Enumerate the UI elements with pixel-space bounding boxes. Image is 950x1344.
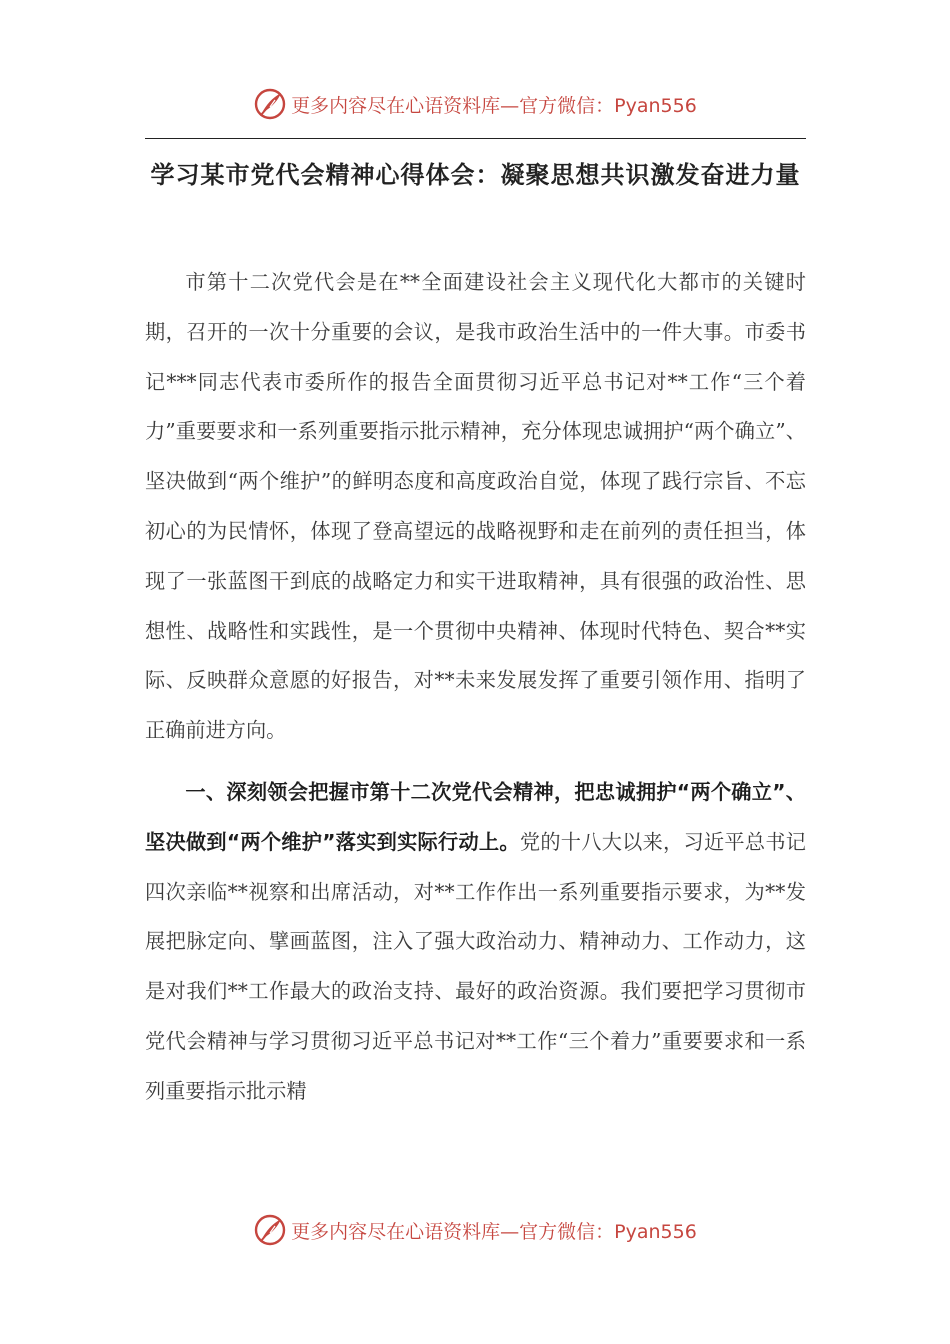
banner-wechat-id: Pyan556 <box>614 94 697 117</box>
paragraph-lead: 一、深刻领会把握市第十二次党代会精神，把忠诚拥护“两个确立”、坚决做到“两个维护”落实到实际行动上。 <box>145 779 806 854</box>
feather-quill-logo-icon <box>253 87 287 121</box>
banner-wechat-id: Pyan556 <box>614 1220 697 1243</box>
banner-text <box>291 1217 697 1244</box>
header-divider <box>145 138 806 139</box>
footer-banner <box>0 1210 950 1250</box>
paragraph-text: 市第十二次党代会是在**全面建设社会主义现代化大都市的关键时期，召开的一次十分重要的会议，是我市政治生活中的一件大事。市委书记***同志代表市委所作的报告全面贯彻习近平总书记对**工作“三个着力”重要要求和一系列重要指示批示精神，充分体现忠诚拥护“两个确立”、坚决做到“两个维护”的鲜明态度和高度政治自觉，体现了践行宗旨、不忘初心的为民情怀，体现了登高望远的战略视野和走在前列的责任担当，体现了一张蓝图干到底的战略定力和实干进取精神，具有很强的政治性、思想性、战略性和实践性，是一个贯彻中央精神、体现时代特色、契合**实际、反映群众意愿的好报告，对**未来发展发挥了重要引领作用、指明了正确前进方向。 <box>145 270 806 743</box>
paragraph-text: 党的十八大以来，习近平总书记四次亲临**视察和出席活动，对**工作作出一系列重要指示要求，为**发展把脉定向、擘画蓝图，注入了强大政治动力、精神动力、工作动力，这是对我们**工作最大的政治支持、最好的政治资源。我们要把学习贯彻市党代会精神与学习贯彻习近平总书记对**工作“三个着力”重要要求和一系列重要指示批示精 <box>145 829 806 1103</box>
paragraph-section-one <box>145 768 806 1117</box>
banner-text <box>291 91 697 118</box>
document-body <box>145 258 806 1117</box>
banner-slogan: 更多内容尽在心语资料库—官方微信： <box>291 1220 615 1243</box>
feather-quill-logo-icon <box>253 1213 287 1247</box>
banner-slogan: 更多内容尽在心语资料库—官方微信： <box>291 94 615 117</box>
header-banner <box>0 84 950 124</box>
paragraph-intro <box>145 258 806 756</box>
document-title: 学习某市党代会精神心得体会：凝聚思想共识激发奋进力量 <box>150 161 801 189</box>
